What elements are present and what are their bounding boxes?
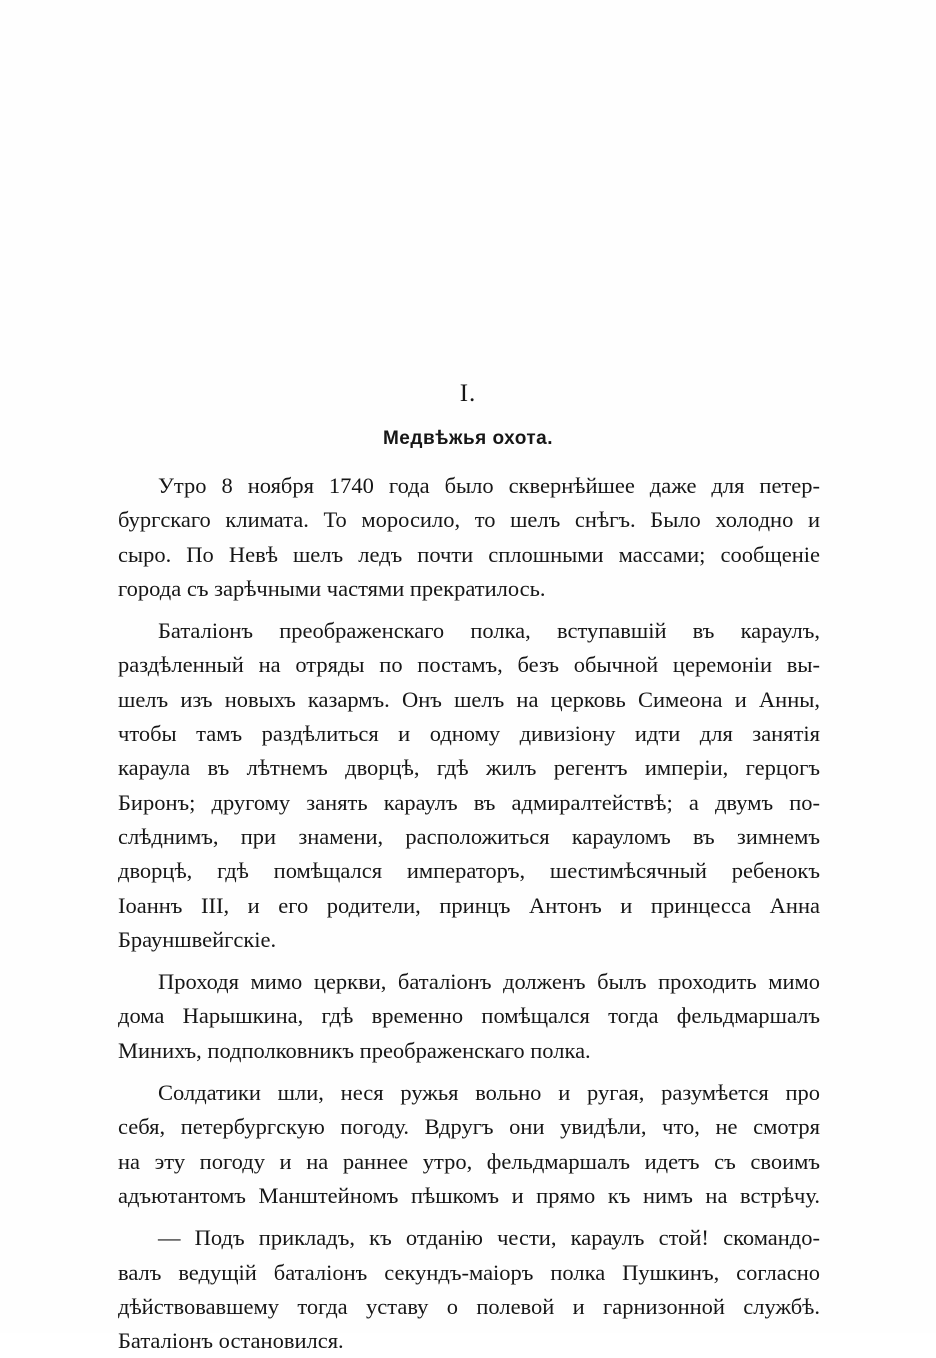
- text-line: адъютантомъ Манштейномъ пѣшкомъ и прямо къ нимъ на встрѣчу.: [118, 1182, 820, 1208]
- text-line: дома Нарышкина, гдѣ временно помѣщался тогда фельдмаршалъ: [118, 1003, 820, 1029]
- text-line: валъ ведущій баталіонъ секундъ-маіоръ полка Пушкинъ, согласно: [118, 1259, 820, 1285]
- text-line: Солдатики шли, неся ружья вольно и ругая, разумѣется про: [158, 1080, 820, 1106]
- text-line: на эту погоду и на раннее утро, фельдмаршалъ идетъ съ своимъ: [118, 1148, 820, 1174]
- text-line: Проходя мимо церкви, баталіонъ долженъ былъ проходить мимо: [158, 969, 820, 995]
- text-line: слѣднимъ, при знамени, расположиться карауломъ въ зимнемъ: [118, 823, 820, 849]
- paragraph: [118, 469, 820, 606]
- chapter-title: Медвѣжья охота.: [382, 428, 553, 449]
- paragraph: [118, 614, 820, 957]
- text-line: чтобы тамъ раздѣлиться и одному дивизіону идти для занятія: [118, 721, 820, 747]
- body-text: [118, 469, 820, 1358]
- text-line: города съ зарѣчными частями прекратилось.: [118, 575, 546, 601]
- text-line: дворцѣ, гдѣ помѣщался императоръ, шестимѣсячный ребенокъ: [118, 858, 820, 884]
- text-line: Биронъ; другому занять караулъ въ адмиралтействѣ; а двумъ по-: [118, 789, 820, 815]
- text-line: Баталіонъ преображенскаго полка, вступавшій въ караулъ,: [158, 618, 820, 644]
- text-line: Брауншвейгскіе.: [118, 926, 277, 952]
- text-line: шелъ изъ новыхъ казармъ. Онъ шелъ на церковь Симеона и Анны,: [118, 686, 820, 712]
- text-line: себя, петербургскую погоду. Вдругъ они увидѣли, что, не смотря: [118, 1114, 820, 1140]
- text-line: Баталіонъ остановился.: [118, 1328, 344, 1354]
- paragraph: [118, 1221, 820, 1358]
- text-line: Утро 8 ноября 1740 года было сквернѣйшее даже для петер-: [158, 473, 820, 498]
- text-line: — Подъ прикладъ, къ отданію чести, караулъ стой! скомандо-: [158, 1225, 820, 1251]
- paragraph: [118, 965, 820, 1068]
- paragraph: [118, 1076, 820, 1213]
- text-line: раздѣленный на отряды по постамъ, безъ обычной церемоніи вы-: [118, 652, 820, 678]
- text-line: бургскаго климата. То моросило, то шелъ снѣгъ. Было холодно и: [118, 507, 820, 533]
- chapter-number: I.: [459, 380, 477, 407]
- text-line: сыро. По Невѣ шелъ ледъ почти сплошными массами; сообщеніе: [118, 541, 820, 567]
- text-line: караула въ лѣтнемъ дворцѣ, гдѣ жилъ регентъ имперіи, герцогъ: [118, 755, 820, 781]
- text-line: Іоаннъ III, и его родители, принцъ Антонъ и принцесса Анна: [118, 892, 820, 918]
- text-line: Минихъ, подполковникъ преображенскаго полка.: [118, 1037, 591, 1063]
- text-line: дѣйствовавшему тогда уставу о полевой и гарнизонной службѣ.: [118, 1293, 820, 1319]
